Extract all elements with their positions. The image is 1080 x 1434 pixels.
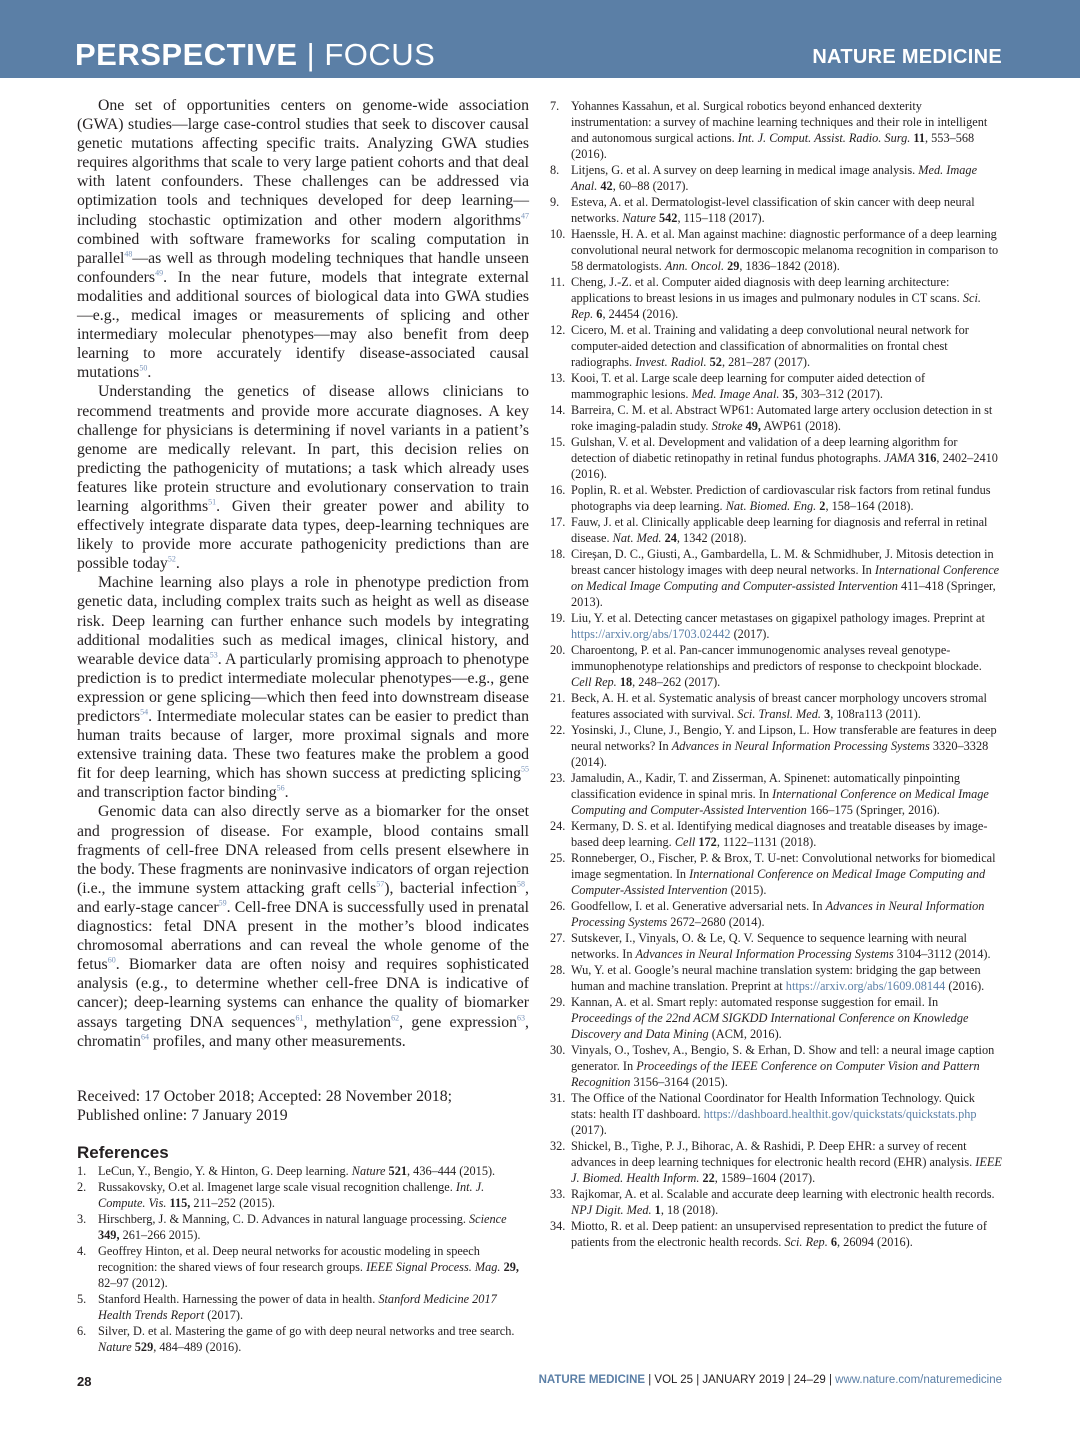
citation-superscript[interactable]: 52 (167, 554, 176, 564)
reference-text: , 553–568 (2016). (571, 131, 975, 161)
reference-number: 23. (550, 771, 566, 785)
reference-volume: 35 (779, 387, 795, 401)
reference-text: 2672–2680 (2014). (667, 915, 765, 929)
article-body (77, 96, 529, 1051)
reference-number: 21. (550, 691, 566, 705)
reference-text: 261–266 2015). (119, 1228, 201, 1242)
reference-volume: 3 (821, 707, 831, 721)
reference-volume: 52 (706, 355, 722, 369)
reference-text: 166–175 (Springer, 2016). (806, 803, 940, 817)
reference-number: 31. (550, 1091, 566, 1105)
reference-text: Kannan, A. et al. Smart reply: automated response suggestion for email. In (571, 995, 939, 1009)
reference-text: The Office of the National Coordinator for Health Information Technology. Quick stats: health IT dashboard. (571, 1091, 975, 1121)
citation-superscript[interactable]: 59 (218, 898, 227, 908)
reference-text: , 18 (2018). (660, 1203, 719, 1217)
reference-item (550, 482, 1002, 514)
reference-text: Haenssle, H. A. et al. Man against machine: diagnostic performance of a deep learning convolutional neural network for dermoscopic melanoma recognition in comparison to 58 dermatologists. (571, 227, 999, 273)
citation-superscript[interactable]: 47 (521, 211, 529, 221)
reference-item (550, 1138, 1002, 1186)
reference-volume: 6 (827, 1235, 838, 1249)
body-paragraph (77, 802, 529, 1050)
footer-journal: NATURE MEDICINE (538, 1374, 646, 1386)
reference-text: (2016). (945, 979, 985, 993)
reference-item (550, 98, 1002, 162)
reference-source: JAMA (884, 451, 915, 465)
reference-source: International Conference on Medical Image Computing and Computer-Assisted Intervention (571, 787, 989, 817)
body-text-run: , gene expression (399, 1013, 518, 1031)
body-text-run: combined with software frameworks for scaling computation in parallel (77, 230, 529, 267)
reference-text: (ACM, 2016). (708, 1027, 782, 1041)
reference-text: , 115–118 (2017). (677, 211, 765, 225)
reference-text: 82–97 (2012). (98, 1276, 168, 1290)
citation-superscript[interactable]: 63 (517, 1013, 526, 1023)
reference-text: Gulshan, V. et al. Development and validation of a deep learning algorithm for detection of diabetic retinopathy in retinal fundus photographs. (571, 435, 958, 465)
reference-item (77, 1243, 529, 1291)
body-text-run: Machine learning also plays a role in phenotype prediction from genetic data, including complex traits such as height as well as disease risk. Deep learning can further enhance such models by integrating additional modalities such as medical images, clinical history, and wearable device data (77, 574, 529, 668)
reference-text: , 24454 (2016). (602, 307, 679, 321)
reference-number: 19. (550, 611, 566, 625)
body-paragraph (77, 96, 529, 382)
reference-source: Invest. Radiol. (635, 355, 707, 369)
reference-source: Proceedings of the 22nd ACM SIGKDD International Conference on Knowledge Discovery and Data Mining (571, 1011, 969, 1041)
reference-number: 25. (550, 851, 566, 865)
reference-text: Charoentong, P. et al. Pan-cancer immunogenomic analyses reveal genotype-immunophenotype relationships and predictors of response to checkpoint blockade. (571, 643, 982, 673)
reference-item (77, 1211, 529, 1243)
reference-text: , 108ra113 (2011). (830, 707, 921, 721)
reference-text: Cicero, M. et al. Training and validating a deep convolutional neural network for computer-aided detection and classification of abnormalities on frontal chest radiographs. (571, 323, 969, 369)
reference-volume: 529 (131, 1340, 154, 1354)
reference-volume: 29, (500, 1260, 519, 1274)
section-label: PERSPECTIVE (75, 37, 298, 72)
reference-number: 15. (550, 435, 566, 449)
reference-source: Sci. Rep. (571, 291, 981, 321)
reference-text: , 1342 (2018). (676, 531, 747, 545)
citation-superscript[interactable]: 53 (209, 650, 218, 660)
body-paragraph (77, 382, 529, 573)
reference-text: , 281–287 (2017). (721, 355, 811, 369)
reference-volume: 521 (385, 1164, 408, 1178)
page-header-band (0, 0, 1080, 78)
reference-text: , 1836–1842 (2018). (739, 259, 840, 273)
citation-superscript[interactable]: 64 (141, 1032, 150, 1042)
reference-text: Miotto, R. et al. Deep patient: an unsupervised representation to predict the future of patients from the electronic health records. (571, 1219, 987, 1249)
reference-text: Geoffrey Hinton, et al. Deep neural networks for acoustic modeling in speech recognition: the shared views of four research groups. (98, 1244, 480, 1274)
reference-volume: 1 (651, 1203, 661, 1217)
reference-source: Ann. Oncol. (664, 259, 725, 273)
footer-url[interactable]: www.nature.com/naturemedicine (835, 1374, 1002, 1386)
reference-volume: 11 (910, 131, 925, 145)
reference-source: Nature (98, 1340, 132, 1354)
reference-text: Vinyals, O., Toshev, A., Bengio, S. & Erhan, D. Show and tell: a neural image caption generator. In (571, 1043, 995, 1073)
reference-number: 1. (77, 1164, 87, 1178)
reference-number: 33. (550, 1187, 566, 1201)
reference-volume: 29 (724, 259, 740, 273)
reference-text: (2015). (727, 883, 767, 897)
references-list-left (77, 1163, 529, 1355)
body-text-run: . (147, 364, 152, 382)
reference-number: 9. (550, 195, 560, 209)
reference-text: , 303–312 (2017). (794, 387, 883, 401)
body-text-run: and transcription factor binding (77, 784, 277, 802)
reference-text: , 26094 (2016). (837, 1235, 913, 1249)
reference-number: 14. (550, 403, 566, 417)
reference-source: Sci. Rep. (784, 1235, 828, 1249)
reference-source: Int. J. Compute. Vis. (98, 1180, 485, 1210)
reference-volume: 349, (98, 1228, 120, 1242)
reference-number: 8. (550, 163, 560, 177)
reference-text: Russakovsky, O.et al. Imagenet large scale visual recognition challenge. (98, 1180, 456, 1194)
reference-number: 20. (550, 643, 566, 657)
reference-number: 17. (550, 515, 566, 529)
reference-item (550, 434, 1002, 482)
reference-item (550, 770, 1002, 818)
reference-item (550, 274, 1002, 322)
reference-source: Stanford Medicine 2017 Health Trends Report (98, 1292, 497, 1322)
body-text-run: One set of opportunities centers on genome-wide association (GWA) studies—large case-control studies that seek to discover causal genetic mutations affecting specific traits. Analyzing GWA studies requires algorithms that scale to very large patient cohorts and that deal with latent confounders. These challenges can be addressed via optimization tools and techniques developed for deep learning—including stochastic optimization and other modern algorithms (77, 97, 529, 229)
reference-text: 211–252 (2015). (190, 1196, 275, 1210)
reference-text: Jamaludin, A., Kadir, T. and Zisserman, A. Spinenet: automatically pinpointing classification evidence in spinal mris. In (571, 771, 961, 801)
reference-number: 12. (550, 323, 566, 337)
reference-number: 24. (550, 819, 566, 833)
reference-item (550, 850, 1002, 898)
reference-text: Liu, Y. et al. Detecting cancer metastases on gigapixel pathology images. Preprint at (571, 611, 985, 625)
reference-source: NPJ Digit. Med. (571, 1203, 652, 1217)
reference-volume: 2 (816, 499, 826, 513)
reference-volume: 172 (695, 835, 717, 849)
reference-text: Poplin, R. et al. Webster. Prediction of cardiovascular risk factors from retinal fundus photographs via deep learning. (571, 483, 991, 513)
reference-text: Stanford Health. Harnessing the power of data in health. (98, 1292, 379, 1306)
citation-superscript[interactable]: 48 (124, 249, 133, 259)
reference-link[interactable]: https://arxiv.org/abs/1703.02442 (571, 627, 731, 641)
reference-volume: 22 (699, 1171, 715, 1185)
body-text-run: . In the near future, models that integrate external modalities and additional sources of biological data into GWA studies—e.g., medical images or measurements of splicing and other intermediary molecular phenotypes—may also benefit from deep learning to more accurately identify disease-associated causal mutations (77, 268, 529, 382)
reference-text: Goodfellow, I. et al. Generative adversarial nets. In (571, 899, 826, 913)
reference-source: Cell Rep. (571, 675, 617, 689)
reference-text: Yosinski, J., Clune, J., Bengio, Y. and Lipson, L. How transferable are features in deep neural networks? In (571, 723, 997, 753)
body-text-run: . Intermediate molecular states can be easier to predict than human traits because of larger, more proximal signals and more extensive training data. These two features make the problem a good fit for deep learning, which has shown success at predicting splicing (77, 708, 529, 783)
reference-item (550, 1042, 1002, 1090)
body-text-run: . Given their greater power and ability to effectively integrate disparate data types, deep-learning techniques are likely to provide more accurate pathogenicity predictions than are possible today (77, 497, 529, 573)
references-list-right (550, 98, 1002, 1250)
reference-source: IEEE J. Biomed. Health Inform. (571, 1155, 1002, 1185)
reference-text: Litjens, G. et al. A survey on deep learning in medical image analysis. (571, 163, 919, 177)
citation-superscript[interactable]: 61 (295, 1013, 304, 1023)
reference-text: 3156–3164 (2015). (630, 1075, 728, 1089)
reference-text: Sutskever, I., Vinyals, O. & Le, Q. V. Sequence to sequence learning with neural networks. In (571, 931, 967, 961)
reference-volume: 24 (661, 531, 677, 545)
body-text-run: ), bacterial infection (384, 879, 518, 897)
body-text-run: , methylation (303, 1013, 392, 1031)
reference-volume: 42 (597, 179, 613, 193)
reference-text: Cireșan, D. C., Giusti, A., Gambardella, L. M. & Schmidhuber, J. Mitosis detection in breast cancer histology images with deep neural networks. In (571, 547, 994, 577)
reference-item (550, 818, 1002, 850)
reference-source: Stroke (711, 419, 743, 433)
reference-text: 411–418 (Springer, 2013). (571, 579, 996, 609)
reference-number: 7. (550, 99, 560, 113)
reference-item (77, 1179, 529, 1211)
reference-item (550, 1090, 1002, 1138)
reference-source: Advances in Neural Information Processing Systems (671, 739, 930, 753)
reference-text: (2017). (571, 1123, 607, 1137)
page-number: 28 (77, 1374, 92, 1389)
reference-text: Wu, Y. et al. Google’s neural machine translation system: bridging the gap between human and machine translation. Preprint at (571, 963, 981, 993)
reference-item (550, 514, 1002, 546)
reference-text: , 436–444 (2015). (407, 1164, 496, 1178)
reference-number: 6. (77, 1324, 87, 1338)
reference-text: , 1122–1131 (2018). (716, 835, 817, 849)
reference-item (550, 226, 1002, 274)
reference-number: 28. (550, 963, 566, 977)
citation-superscript[interactable]: 54 (140, 707, 149, 717)
reference-text: Esteva, A. et al. Dermatologist-level classification of skin cancer with deep neural networks. (571, 195, 975, 225)
reference-text: Rajkomar, A. et al. Scalable and accurate deep learning with electronic health records. (571, 1187, 995, 1201)
reference-number: 26. (550, 899, 566, 913)
body-text-run: , chromatin (77, 1013, 529, 1050)
reference-text: Barreira, C. M. et al. Abstract WP61: Automated large artery occlusion detection in st roke imaging-paladin study. (571, 403, 993, 433)
reference-number: 10. (550, 227, 566, 241)
reference-source: Nature (351, 1164, 386, 1178)
reference-source: Med. Image Anal. (691, 387, 780, 401)
reference-text: Cheng, J.-Z. et al. Computer aided diagnosis with deep learning architecture: applications to breast lesions in us images and pulmonary nodules in CT scans. (571, 275, 963, 305)
body-text-run: . (284, 784, 289, 802)
citation-superscript[interactable]: 55 (521, 765, 529, 775)
reference-source: Int. J. Comput. Assist. Radio. Surg. (737, 131, 911, 145)
reference-source: International Conference on Medical Image Computing and Computer-Assisted Intervention (571, 867, 986, 897)
citation-superscript[interactable]: 51 (208, 497, 217, 507)
citation-superscript[interactable]: 56 (276, 784, 285, 794)
reference-text: Beck, A. H. et al. Systematic analysis of breast cancer morphology uncovers stromal features associated with survival. (571, 691, 987, 721)
reference-volume: 6 (593, 307, 603, 321)
reference-text: , 158–164 (2018). (825, 499, 914, 513)
reference-source: Sci. Transl. Med. (737, 707, 821, 721)
reference-text: Yohannes Kassahun, et al. Surgical robotics beyond enhanced dexterity instrumentation: a survey of machine learning techniques and their role in intelligent and autonomous surgical actions. (571, 99, 988, 145)
body-text-run: . Biomarker data are often noisy and requires sophisticated analysis (e.g., to determine whether cell-free DNA is indicative of cancer); deep-learning systems can enhance the quality of biomarker assays targeting DNA sequences (77, 956, 529, 1031)
reference-text: Fauw, J. et al. Clinically applicable deep learning for diagnosis and referral in retinal disease. (571, 515, 988, 545)
reference-item (550, 898, 1002, 930)
reference-source: Advances in Neural Information Processing Systems (571, 899, 985, 929)
reference-item (550, 402, 1002, 434)
reference-number: 32. (550, 1139, 566, 1153)
reference-item (77, 1323, 529, 1355)
reference-number: 13. (550, 371, 566, 385)
reference-number: 18. (550, 547, 566, 561)
received-accepted-line: Received: 17 October 2018; Accepted: 28 November 2018; (77, 1088, 453, 1105)
reference-source: Advances in Neural Information Processing Systems (635, 947, 894, 961)
body-text-run: . Cell-free DNA is successfully used in prenatal diagnostics: fetal DNA present in the mother’s blood indicates chromosomal aberrations and can reveal the whole genome of the fetus (77, 898, 530, 974)
reference-source: Nat. Biomed. Eng. (725, 499, 817, 513)
reference-number: 2. (77, 1180, 87, 1194)
reference-item (550, 546, 1002, 610)
published-online-line: Published online: 7 January 2019 (77, 1107, 288, 1124)
reference-text: , 248–262 (2017). (632, 675, 721, 689)
reference-item (550, 162, 1002, 194)
reference-number: 29. (550, 995, 566, 1009)
reference-item (550, 194, 1002, 226)
citation-superscript[interactable]: 49 (155, 268, 164, 278)
section-sublabel: FOCUS (324, 37, 436, 72)
body-text-run: profiles, and many other measurements. (149, 1032, 406, 1050)
citation-superscript[interactable]: 58 (517, 879, 526, 889)
reference-source: Proceedings of the IEEE Conference on Computer Vision and Pattern Recognition (571, 1059, 980, 1089)
body-text-run: Genomic data can also directly serve as a biomarker for the onset and progression of disease. For example, blood contains small fragments of cell-free DNA released from cells present elsewhere in the body. These fragments are noninvasive indicators of organ rejection (i.e., the immune system attacking graft cells (77, 803, 529, 897)
body-text-run: Understanding the genetics of disease allows clinicians to recommend treatments and provide more accurate diagnoses. A key challenge for physicians is determining if novel variants in a patient’s genome are medically relevant. In part, this decision relies on predicting the pathogenicity of mutations; a task which already uses features like protein structure and evolutionary conservation to train learning algorithms (77, 383, 529, 515)
reference-number: 11. (550, 275, 565, 289)
reference-item (550, 1186, 1002, 1218)
reference-item (550, 610, 1002, 642)
citation-superscript[interactable]: 57 (376, 879, 385, 889)
reference-text: , 2402–2410 (2016). (571, 451, 998, 481)
journal-name: NATURE MEDICINE (812, 46, 1002, 68)
reference-item (550, 370, 1002, 402)
reference-number: 27. (550, 931, 566, 945)
reference-source: Science (469, 1212, 507, 1226)
citation-superscript[interactable]: 50 (139, 364, 148, 374)
section-title (75, 36, 435, 74)
reference-text: (2017). (204, 1308, 244, 1322)
reference-text: Silver, D. et al. Mastering the game of go with deep neural networks and tree search. (98, 1324, 515, 1338)
reference-number: 16. (550, 483, 566, 497)
reference-source: Cell (674, 835, 696, 849)
footer-issue: | VOL 25 | JANUARY 2019 | 24–29 | (645, 1374, 836, 1386)
reference-volume: 316 (914, 451, 937, 465)
reference-text: , 60–88 (2017). (612, 179, 689, 193)
body-text-run: . A particularly promising approach to phenotype prediction is to predict intermediate molecular phenotypes—e.g., gene expression or gene splicing—which then feed into downstream disease predictors (77, 650, 529, 725)
reference-item (550, 994, 1002, 1042)
reference-number: 22. (550, 723, 566, 737)
reference-text: Hirschberg, J. & Manning, C. D. Advances in natural language processing. (98, 1212, 469, 1226)
reference-item (77, 1291, 529, 1323)
reference-item (550, 962, 1002, 994)
reference-number: 4. (77, 1244, 87, 1258)
reference-number: 5. (77, 1292, 87, 1306)
reference-volume: 49, (742, 419, 762, 433)
reference-item (550, 322, 1002, 370)
reference-number: 3. (77, 1212, 87, 1226)
reference-source: Nature (622, 211, 656, 225)
received-dates (77, 1087, 529, 1125)
body-text-run: , and early-stage cancer (77, 879, 529, 916)
reference-text: Ronneberger, O., Fischer, P. & Brox, T. U-net: Convolutional networks for biomedical image segmentation. In (571, 851, 996, 881)
reference-text: 3104–3112 (2014). (893, 947, 991, 961)
reference-volume: 18 (616, 675, 633, 689)
reference-source: International Conference on Medical Image Computing and Computer-assisted Intervention (571, 563, 1000, 593)
section-separator: | (297, 37, 325, 72)
reference-text: Kooi, T. et al. Large scale deep learning for computer aided detection of mammographic lesions. (571, 371, 926, 401)
reference-text: Kermany, D. S. et al. Identifying medical diagnoses and treatable diseases by image-based deep learning. (571, 819, 988, 849)
reference-item (550, 642, 1002, 690)
reference-number: 34. (550, 1219, 566, 1233)
reference-volume: 115, (166, 1196, 191, 1210)
reference-number: 30. (550, 1043, 566, 1057)
reference-item (550, 722, 1002, 770)
reference-source: IEEE Signal Process. Mag. (366, 1260, 501, 1274)
body-text-run: —as well as through modeling techniques that handle unseen confounders (77, 249, 529, 286)
reference-text: (2017). (730, 627, 770, 641)
body-text-run: . (175, 555, 180, 573)
reference-volume: 542 (655, 211, 678, 225)
reference-link[interactable]: https://dashboard.healthit.gov/quickstats/quickstats.php (703, 1107, 977, 1121)
citation-superscript[interactable]: 62 (391, 1013, 400, 1023)
body-paragraph (77, 573, 529, 802)
reference-text: LeCun, Y., Bengio, Y. & Hinton, G. Deep learning. (98, 1164, 352, 1178)
references-heading: References (77, 1143, 169, 1162)
citation-superscript[interactable]: 60 (107, 955, 116, 965)
reference-link[interactable]: https://arxiv.org/abs/1609.08144 (785, 979, 946, 993)
footer-citation (539, 1374, 1002, 1386)
reference-text: Shickel, B., Tighe, P. J., Bihorac, A. & Rashidi, P. Deep EHR: a survey of recent advances in deep learning techniques for electronic health record (EHR) analysis. (571, 1139, 976, 1169)
reference-text: 3320–3328 (2014). (571, 739, 989, 769)
reference-source: Nat. Med. (612, 531, 662, 545)
reference-item (550, 1218, 1002, 1250)
reference-text: AWP61 (2018). (761, 419, 841, 433)
reference-item (550, 930, 1002, 962)
reference-item (550, 690, 1002, 722)
reference-source: Med. Image Anal. (571, 163, 978, 193)
reference-text: , 484–489 (2016). (153, 1340, 242, 1354)
reference-text: , 1589–1604 (2017). (714, 1171, 816, 1185)
reference-item (77, 1163, 529, 1179)
